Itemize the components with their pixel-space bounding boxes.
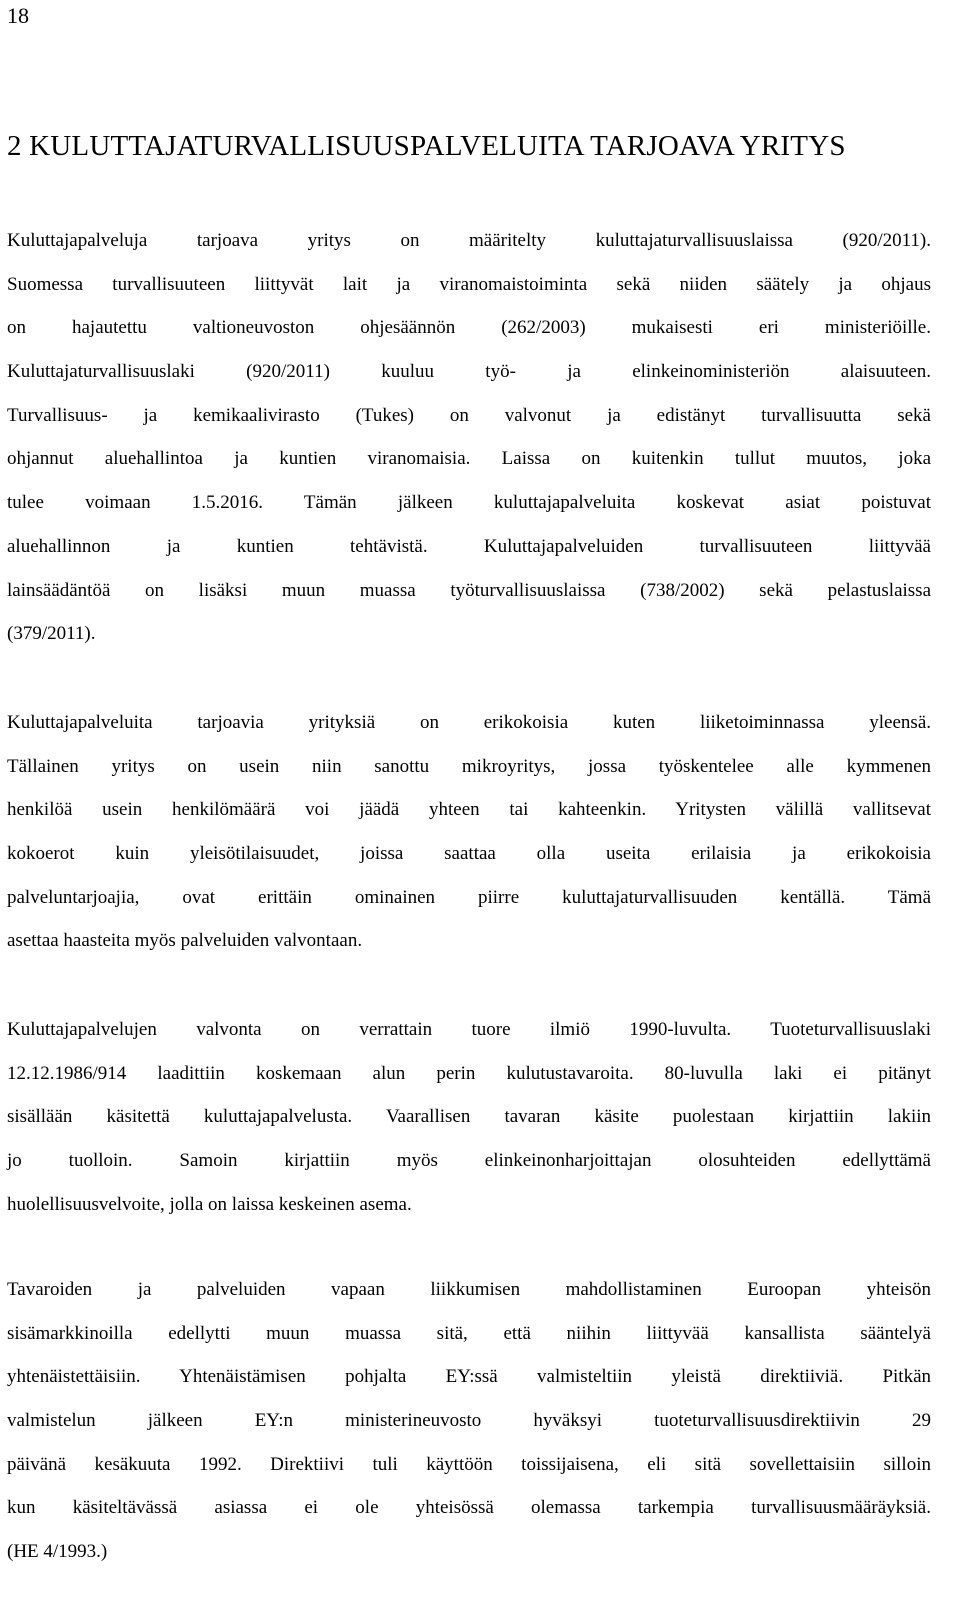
paragraph-3	[7, 1008, 931, 1226]
paragraph-line: (379/2011).	[7, 623, 96, 645]
paragraph-line: jo tuolloin. Samoin kirjattiin myös elinkeinonharjoittajan olosuhteiden edellyttämä	[7, 1150, 931, 1172]
paragraph-line: Tavaroiden ja palveluiden vapaan liikkumisen mahdollistaminen Euroopan yhteisön	[7, 1279, 931, 1300]
paragraph-line: kokoerot kuin yleisötilaisuudet, joissa saattaa olla useita erilaisia ja erikokoisia	[7, 843, 931, 865]
paragraph-line: sisällään käsitettä kuluttajapalvelusta. Vaarallisen tavaran käsite puolestaan kirjattiin lakiin	[7, 1106, 931, 1128]
paragraph-line: tulee voimaan 1.5.2016. Tämän jälkeen kuluttajapalveluita koskevat asiat poistuvat	[7, 492, 931, 514]
paragraph-line: Kuluttajapalvelujen valvonta on verrattain tuore ilmiö 1990-luvulta. Tuoteturvallisuuslaki	[7, 1019, 931, 1040]
paragraph-line: Turvallisuus- ja kemikaalivirasto (Tukes) on valvonut ja edistänyt turvallisuutta sekä	[7, 404, 931, 426]
paragraph-line: Kuluttajapalveluita tarjoavia yrityksiä on erikokoisia kuten liiketoiminnassa yleensä.	[7, 712, 931, 733]
paragraph-line: Kuluttajapalveluja tarjoava yritys on määritelty kuluttajaturvallisuuslaissa (920/2011).	[7, 230, 931, 251]
paragraph-line: päivänä kesäkuuta 1992. Direktiivi tuli käyttöön toissijaisena, eli sitä sovellettaisiin silloin	[7, 1453, 931, 1475]
page-number: 18	[7, 3, 29, 28]
paragraph-line: valmistelun jälkeen EY:n ministerineuvosto hyväksyi tuoteturvallisuusdirektiivin 29	[7, 1410, 931, 1432]
paragraph-line: sisämarkkinoilla edellytti muun muassa sitä, että niihin liittyvää kansallista sääntelyä	[7, 1322, 931, 1344]
paragraph-line: on hajautettu valtioneuvoston ohjesäännön (262/2003) mukaisesti eri ministeriöille.	[7, 317, 931, 339]
paragraph-line: Kuluttajaturvallisuuslaki (920/2011) kuuluu työ- ja elinkeinoministeriön alaisuuteen.	[7, 361, 931, 383]
paragraph-line: Suomessa turvallisuuteen liittyvät lait ja viranomaistoiminta sekä niiden säätely ja ohjaus	[7, 273, 931, 295]
paragraph-line: lainsäädäntöä on lisäksi muun muassa työturvallisuuslaissa (738/2002) sekä pelastuslaissa	[7, 579, 931, 601]
paragraph-4	[7, 1268, 931, 1574]
paragraph-line: (HE 4/1993.)	[7, 1541, 108, 1563]
paragraph-line: aluehallinnon ja kuntien tehtävistä. Kuluttajapalveluiden turvallisuuteen liittyvää	[7, 535, 931, 557]
paragraph-line: kun käsiteltävässä asiassa ei ole yhteisössä olemassa tarkempia turvallisuusmääräyksiä.	[7, 1497, 931, 1519]
paragraph-line: yhtenäistettäisiin. Yhtenäistämisen pohjalta EY:ssä valmisteltiin yleistä direktiiviä. Pitkän	[7, 1366, 931, 1388]
paragraph-line: huolellisuusvelvoite, jolla on laissa keskeinen asema.	[7, 1193, 412, 1215]
paragraph-line: Tällainen yritys on usein niin sanottu mikroyritys, jossa työskentelee alle kymmenen	[7, 755, 931, 777]
paragraph-line: asettaa haasteita myös palveluiden valvontaan.	[7, 930, 363, 952]
paragraph-line: palveluntarjoajia, ovat erittäin ominainen piirre kuluttajaturvallisuuden kentällä. Tämä	[7, 886, 931, 908]
paragraph-line: henkilöä usein henkilömäärä voi jäädä yhteen tai kahteenkin. Yritysten välillä vallitsevat	[7, 799, 931, 821]
paragraph-line: ohjannut aluehallintoa ja kuntien viranomaisia. Laissa on kuitenkin tullut muutos, joka	[7, 448, 931, 470]
paragraph-1	[7, 219, 931, 656]
paragraph-line: 12.12.1986/914 laadittiin koskemaan alun perin kulutustavaroita. 80-luvulla laki ei pitänyt	[7, 1062, 931, 1084]
chapter-title: 2 KULUTTAJATURVALLISUUSPALVELUITA TARJOAVA YRITYS	[7, 130, 846, 162]
paragraph-2	[7, 701, 931, 963]
